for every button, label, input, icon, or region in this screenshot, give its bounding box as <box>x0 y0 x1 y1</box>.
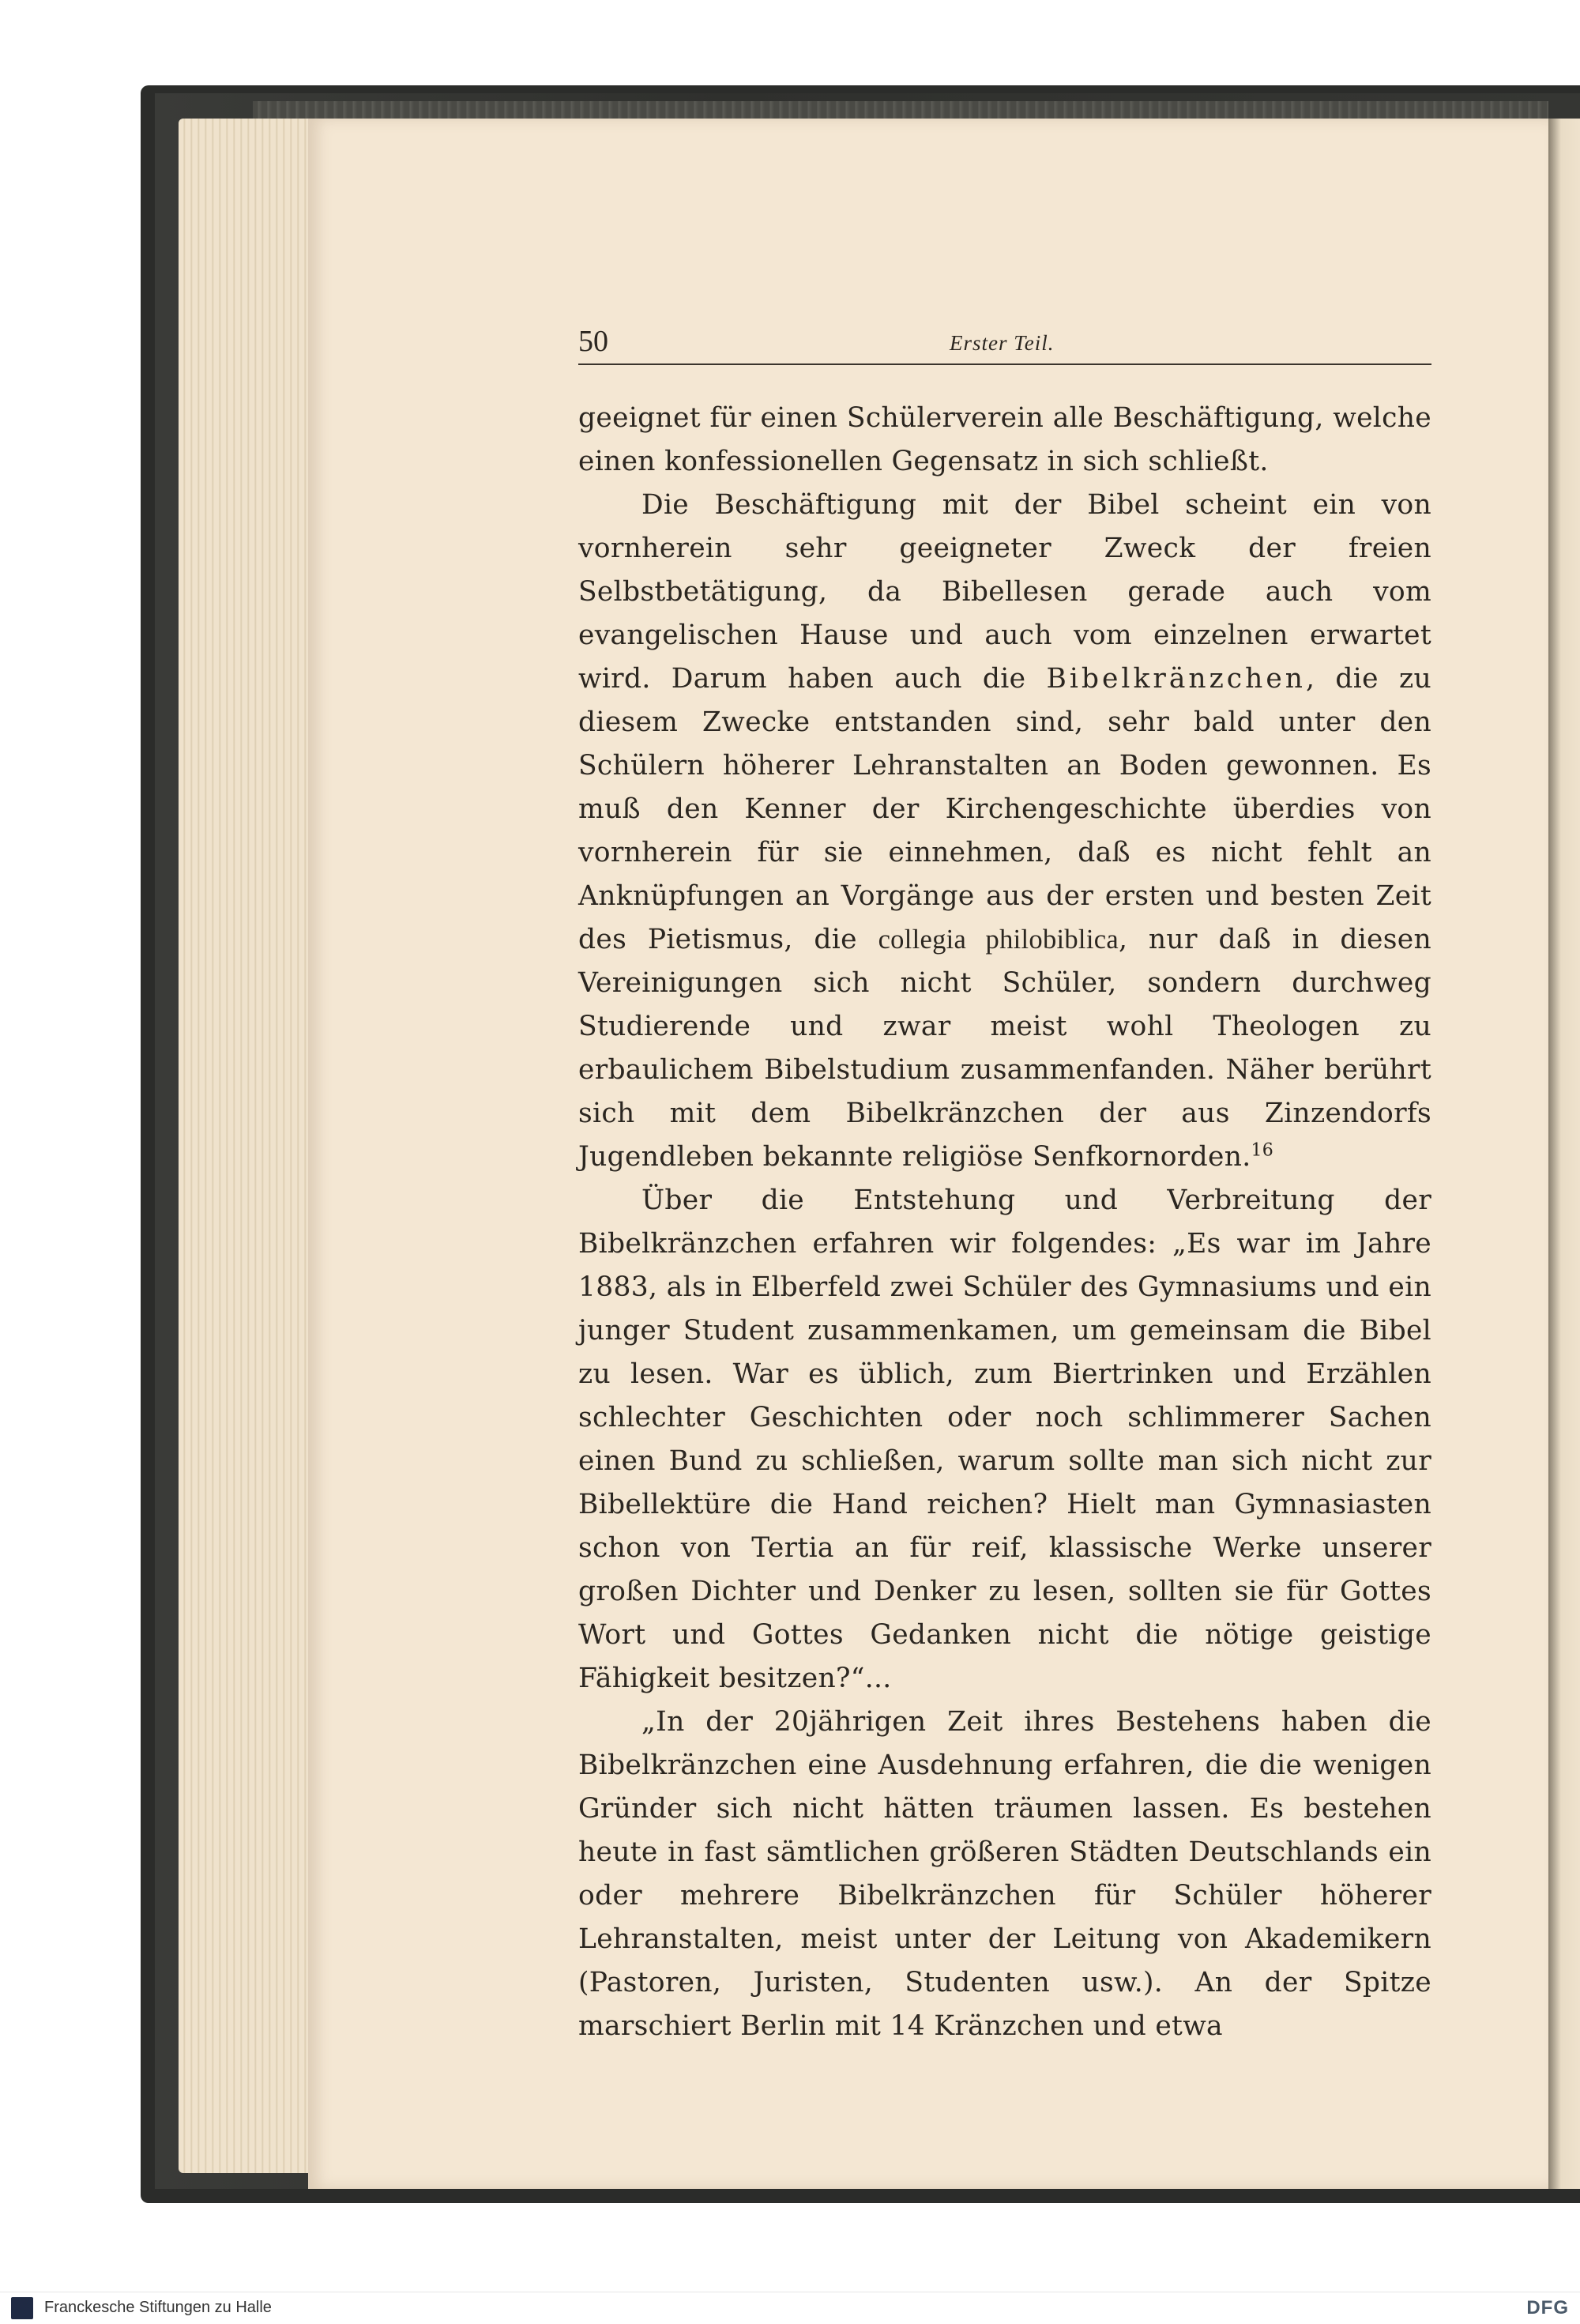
institution-label: Franckesche Stiftungen zu Halle <box>44 2299 272 2316</box>
running-head: Erster Teil. <box>950 331 1055 355</box>
page-number: 50 <box>578 325 608 358</box>
funder-logo: DFG <box>1526 2297 1569 2318</box>
paragraph-2 <box>578 484 1431 1179</box>
viewer-footer <box>0 2292 1580 2324</box>
facing-page-edge <box>1548 119 1580 2189</box>
paragraph-3: Über die Entstehung und Verbreitung der Bibelkränzchen erfahren wir folgendes: „Es war im Jahre 1883, als in Elberfeld zwei Schüler des Gymnasiums und ein junger Student zusammenkamen, um gemeinsam die Bibel zu lesen. War es üblich, zum Biertrinken und Erzählen schlechter Geschichten oder noch schlimmerer Sachen einen Bund zu schließen, warum sollte man sich nicht zur Bibellektüre die Hand reichen? Hielt man Gymnasiasten schon von Tertia an für reif, klassische Werke unserer großen Dichter und Denker zu lesen, sollten sie für Gottes Wort und Gottes Gedanken nicht die nötige geistige Fähigkeit besitzen?“... <box>578 1185 1431 1694</box>
paragraph-4: „In der 20jährigen Zeit ihres Bestehens haben die Bibelkränzchen eine Ausdehnung erfahren, die die wenigen Gründer sich nicht hätten träumen lassen. Es bestehen heute in fast sämtlichen größeren Städten Deutschlands ein oder mehrere Bibelkränzchen für Schüler höherer Lehranstalten, meist unter der Leitung von Akademikern (Pastoren, Juristen, Studenten usw.). An der Spitze marschiert Berlin mit 14 Kränzchen und etwa <box>578 1706 1431 2042</box>
institution-logo-icon <box>11 2297 33 2319</box>
paragraph-2-text-b: , die zu diesem Zwecke entstanden sind, sehr bald unter den Schülern höherer Lehranstalten an Boden gewonnen. Es muß den Kenner der Kirchengeschichte überdies von vornherein für sie einnehmen, daß es nicht fehlt an Anknüpfungen an Vorgänge aus der ersten und besten Zeit des Pietismus, die <box>578 663 1431 955</box>
paragraph-2-text-c: , nur daß in diesen Vereinigungen sich nicht Schüler, sondern durchweg Studierende und zwar meist wohl Theologen zu erbaulichem Bibelstudium zusammenfanden. Näher berührt sich mit dem Bibelkränzchen der aus Zinzendorfs Jugendleben bekannte religiöse Senfkornorden. <box>578 924 1432 1173</box>
paragraph-2-text-a: Die Beschäftigung mit der Bibel scheint ein von vornherein sehr geeigneter Zweck der freien Selbstbetätigung, da Bibellesen gerade auch vom evangelischen Hause und auch vom einzelnen erwartet wird. Darum haben auch die <box>578 489 1431 695</box>
paragraph-1: geeignet für einen Schülerverein alle Beschäftigung, welche einen konfessionellen Gegensatz in sich schließt. <box>578 402 1431 477</box>
latin-term: collegia philobiblica <box>878 925 1119 955</box>
body-text <box>578 397 1431 2048</box>
footnote-marker: 16 <box>1251 1140 1274 1161</box>
page-content <box>578 324 1431 2048</box>
spaced-term-bibelkraenzchen: Bibelkränzchen <box>1046 663 1306 695</box>
page-header <box>578 324 1431 365</box>
